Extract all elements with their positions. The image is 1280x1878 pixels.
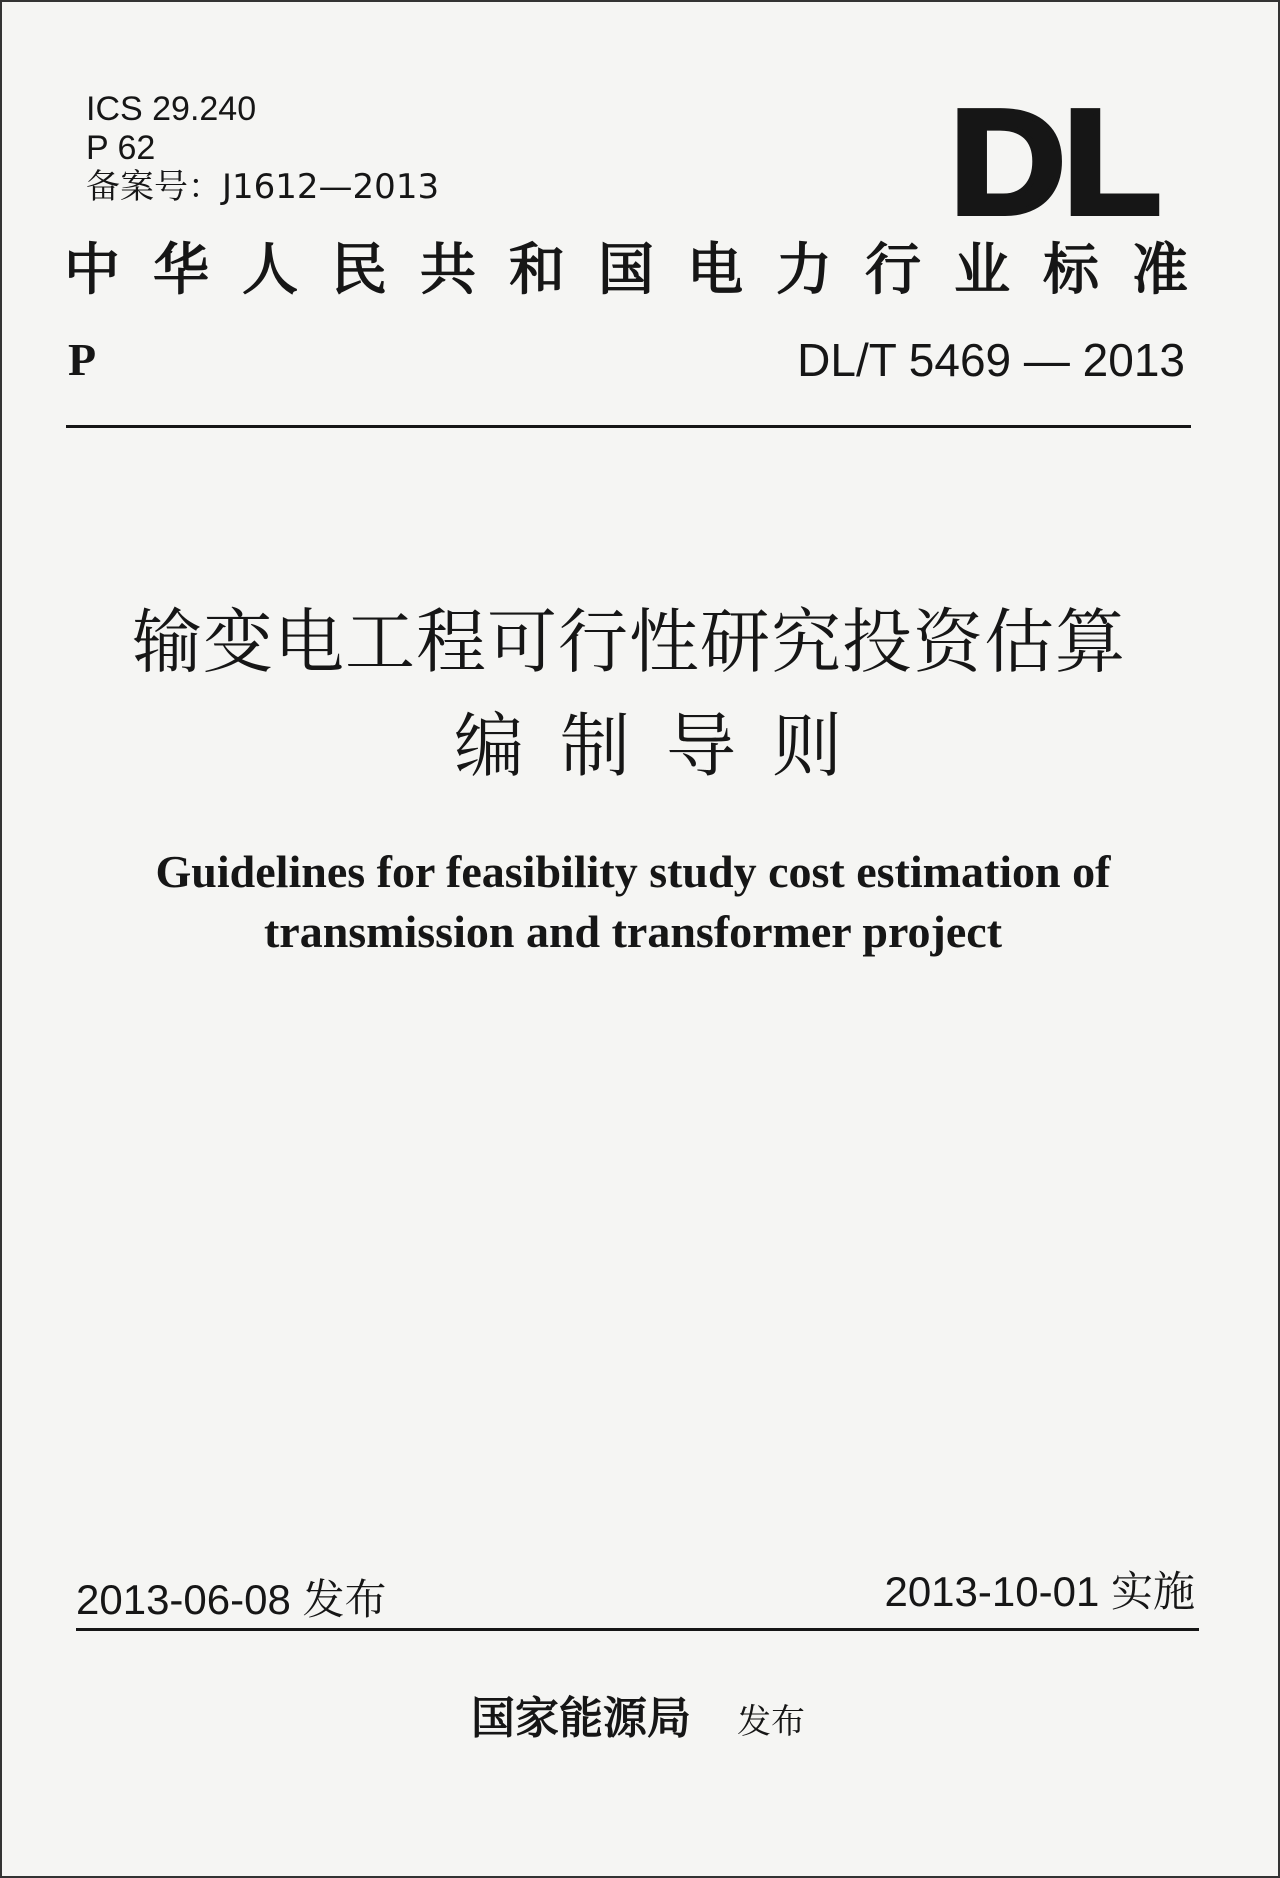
title-zh-line1: 输变电工程可行性研究投资估算 <box>132 601 1126 683</box>
issue-label: 发布 <box>302 1575 387 1624</box>
effective-label: 实施 <box>1110 1567 1195 1616</box>
footer-rule <box>76 1628 1199 1631</box>
issue-date-block <box>76 1576 387 1624</box>
dl-logo: DL <box>950 80 1159 245</box>
category-code: P <box>68 334 97 385</box>
standard-number: DL/T 5469 — 2013 <box>797 334 1185 386</box>
publisher-name: 国家能源局 <box>471 1693 691 1744</box>
effective-date-block <box>884 1568 1195 1616</box>
issue-date: 2013-06-08 <box>76 1576 291 1623</box>
org-title: 中华人民共和国电力行业标准 <box>64 237 1221 303</box>
header-rule <box>66 425 1191 428</box>
class-code: P 62 <box>86 129 156 167</box>
ics-code: ICS 29.240 <box>86 90 257 128</box>
title-en-line2: transmission and transformer project <box>263 906 1003 957</box>
title-en <box>2 842 1278 962</box>
publisher-block <box>471 1694 805 1747</box>
title-zh-line2: 编制导则 <box>454 705 878 787</box>
classification-block <box>86 90 439 207</box>
publisher-label: 发布 <box>737 1702 805 1742</box>
title-en-line1: Guidelines for feasibility study cost estimation of <box>155 846 1111 897</box>
record-number: 备案号：J1612—2013 <box>86 167 440 207</box>
effective-date: 2013-10-01 <box>884 1568 1100 1615</box>
